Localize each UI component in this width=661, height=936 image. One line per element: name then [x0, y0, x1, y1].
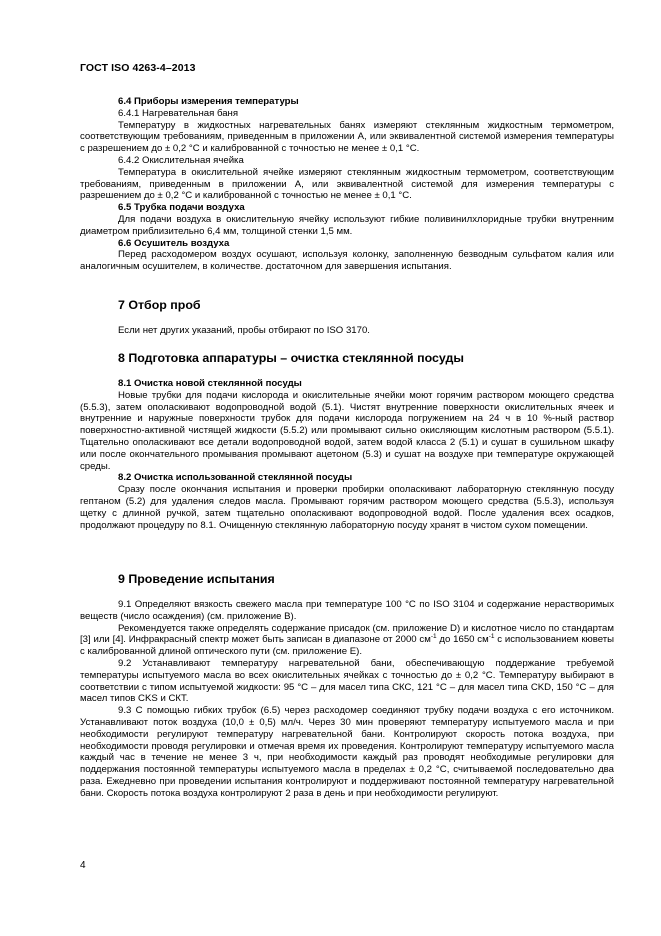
section-9-2-text: 9.2 Устанавливают температуру нагревательной бани, обеспечивающую поддержание требуемой температуры испытуемого масла во всех окислительных ячейках с точностью до ± 0,2 °C. Температуру выбирают в соответствии с типом испытуемой жидкости: 95 °C – для масел типа СКС, 121 °C – для масел типа CKD, 150 °C – для масел типов CKS и СКТ. [80, 657, 614, 705]
section-8-1-text: Новые трубки для подачи кислорода и окислительные ячейки моют горячим раствором моющего средства (5.5.3), затем ополаскивают водопроводной водой (5.1). Чистят внутренние поверхности окислительных ячеек и внутренние и наружные поверхности трубок для подачи кислорода погружением на 24 ч в 10 %-ный раствор поверхностно-активной чистящей жидкости (5.5.2) или промывают сильно окисляющим кислотным раствором (5.5.1). Тщательно ополаскивают все детали водопроводной водой, затем водой класса 2 (5.1) и сушат в сушильном шкафу или после окончательного промывания промывают ацетоном (5.3) и сушат на воздухе при температуре окружающей среды. [80, 389, 614, 472]
section-9-title: 9 Проведение испытания [118, 572, 275, 586]
section-8 [80, 351, 614, 366]
section-9-1-text: 9.1 Определяют вязкость свежего масла при температуре 100 °C по ISO 3104 и содержание нерастворимых веществ (число осаждения) (см. приложение В). [80, 599, 614, 622]
subsection-6-4-1-text: Температуру в жидкостных нагревательных банях измеряют стеклянным жидкостным термометром, соответствующим требованиям, приведенным в приложении А, или эквивалентной системой измерения температуры с разрешением до ± 0,2 °C и калиброванной с точностью не менее ± 0,1 °C. [80, 119, 614, 155]
section-6-6-title: 6.6 Осушитель воздуха [118, 237, 230, 249]
section-6-4 [80, 96, 614, 273]
section-9 [80, 572, 614, 587]
subsection-6-4-1-title: 6.4.1 Нагревательная баня [118, 107, 239, 119]
section-8-body [80, 378, 614, 531]
section-7-text: Если нет других указаний, пробы отбирают по ISO 3170. [118, 325, 370, 336]
section-8-title: 8 Подготовка аппаратуры – очистка стеклянной посуды [118, 351, 464, 365]
subsection-6-4-2-text: Температура в окислительной ячейке измеряют стеклянным жидкостным термометром, соответствующим требованиям, приведенным в приложении А, или эквивалентной системой для измерения температуры с разрешением до ± 0,2 °C и калиброванной с точностью не менее ± 0,1 °C. [80, 166, 614, 202]
section-6-5-title: 6.5 Трубка подачи воздуха [118, 202, 245, 214]
section-9-3-text: 9.3 С помощью гибких трубок (6.5) через расходомер соединяют трубку подачи воздуха с его источником. Устанавливают поток воздуха (10,0 ± 0,5) мл/ч. Через 30 мин проверяют температуру испытуемого масла и при необходимости регулируют температуру нагревательной бани. Контролируют скорость потока воздуха, при необходимости проводя регулировки и отмечая время их проведения. Контролируют температуру испытуемого масла каждый час в течение не менее 3 ч, при необходимости каждый раз проводят необходимые регулировки для поддержания постоянной температуры испытуемого масла в пределах ± 0,2 °C, считываемой последовательно два раза. Ежедневно при проведении испытания контролируют и поддерживают постоянной температуру нагревательной бани. Скорость потока воздуха контролируют 2 раза в день и при необходимости регулируют. [80, 705, 614, 799]
section-9-1-text-2 [80, 623, 614, 658]
section-9-1-text-2-a: Рекомендуется также определять содержание присадок (см. приложение D) и кислотное число по стандартам [3] или [4]. Инфракрасный спектр может быть записан в диапазоне от 2000 см [80, 622, 614, 646]
subsection-6-4-2-title: 6.4.2 Окислительная ячейка [118, 154, 244, 166]
section-6-5-text: Для подачи воздуха в окислительную ячейку используют гибкие поливинилхлоридные трубки внутренним диаметром приблизительно 6,4 мм, толщиной стенки 1,5 мм. [80, 213, 614, 237]
section-8-2-title: 8.2 Очистка использованной стеклянной посуды [118, 472, 353, 484]
section-6-4-title: 6.4 Приборы измерения температуры [118, 96, 299, 107]
section-9-body [80, 599, 614, 800]
section-8-1-title: 8.1 Очистка новой стеклянной посуды [118, 378, 302, 389]
section-9-1-text-2-c: с использованием кюветы с калиброванной длиной оптического пути (см. приложение Е). [80, 634, 615, 658]
section-7-body [80, 325, 614, 337]
section-7 [80, 298, 614, 313]
unit-superscript-1: -1 [430, 633, 437, 641]
section-9-1-text-2-b: до 1650 см [436, 634, 489, 646]
section-7-title: 7 Отбор проб [118, 298, 201, 312]
section-6-6-text: Перед расходомером воздух осушают, используя колонку, заполненную безводным сульфатом калия или аналогичным осушителем, в количестве. достаточном для завершения испытания. [80, 249, 614, 273]
unit-superscript-2: -1 [488, 633, 495, 641]
section-8-2-text: Сразу после окончания испытания и проверки пробирки ополаскивают лабораторную стеклянную посуду гептаном (5.2) для удаления следов масла. Промывают горячим раствором моющего средства (5.5.3), используя щетку с длинной ручкой, затем тщательно ополаскивают водопроводной водой. После удаления всех осадков, продолжают процедуру по 8.1. Очищенную стеклянную лабораторную посуду хранят в чистом сухом помещении. [80, 484, 614, 531]
standard-header: ГОСТ ISO 4263-4–2013 [80, 62, 196, 74]
page-number: 4 [80, 860, 86, 871]
